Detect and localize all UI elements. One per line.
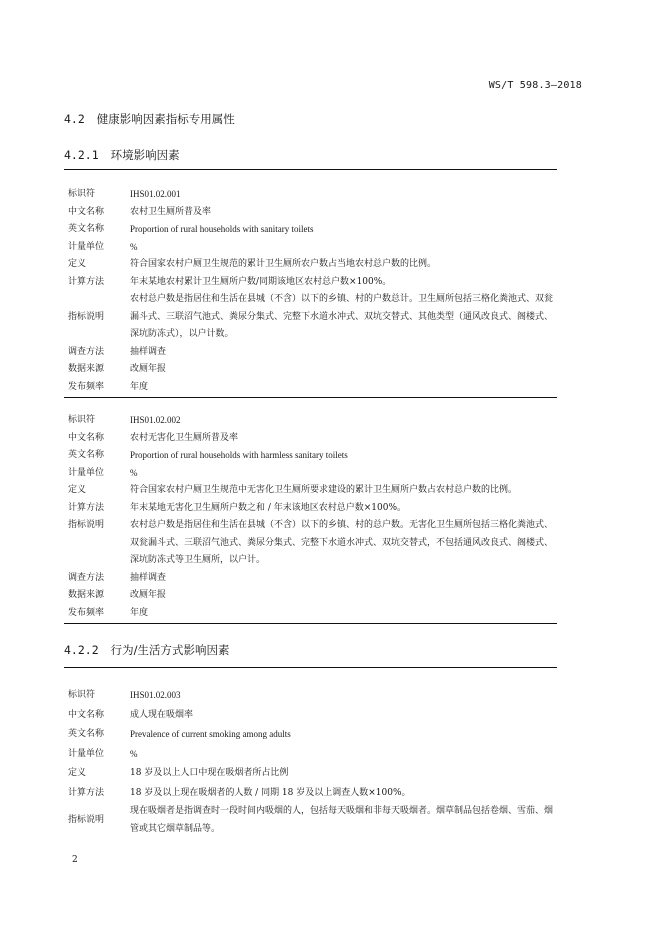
- section-heading-4-2-2: [64, 642, 230, 658]
- field-label: 中文名称: [68, 432, 105, 443]
- field-value: 年度: [130, 607, 149, 618]
- record-row-unit: [68, 239, 553, 257]
- field-label: 定义: [68, 485, 87, 495]
- field-value: Prevalence of current smoking among adults: [130, 729, 291, 739]
- section-title: 健康影响因素指标专用属性: [96, 112, 235, 126]
- record-row-unit: [68, 465, 553, 483]
- field-value: IHS01.02.001: [130, 189, 181, 199]
- field-value: 农村总户数是指居住和生活在县城（不含）以下的乡镇、村的户数总计。卫生厕所包括三格化粪池式、双瓮漏斗式、三联沼气池式、粪尿分集式、完整下水道水冲式、双坑交替式、其他类型（通风改良式、阁楼式、深坑防冻式），以户计数。: [130, 294, 554, 339]
- record-row-method: [68, 784, 553, 804]
- field-value: %: [130, 241, 138, 252]
- field-label: 定义: [68, 768, 87, 778]
- record-row-frequency: [68, 379, 553, 397]
- field-value: 现在吸烟者是指调查时一段时间内吸烟的人，包括每天吸烟和非每天吸烟者。烟草制品包括卷烟、雪茄、烟管或其它烟草制品等。: [130, 806, 554, 834]
- record-row-definition: [68, 256, 553, 274]
- section-number: 4.2: [64, 112, 85, 126]
- field-value: 18 岁及以上人口中现在吸烟者所占比例: [130, 768, 289, 778]
- field-label: 指标说明: [68, 311, 105, 322]
- field-label: 发布频率: [68, 607, 105, 618]
- field-label: 英文名称: [68, 729, 105, 739]
- field-label: 标识符: [68, 415, 96, 425]
- field-value: Proportion of rural households with sanitary toilets: [130, 224, 314, 234]
- record-row-survey: [68, 570, 553, 588]
- field-value: %: [130, 748, 138, 759]
- record-row-en-name: [68, 725, 553, 745]
- field-value: 成人现在吸烟率: [130, 709, 194, 720]
- field-value: IHS01.02.002: [130, 415, 181, 425]
- record-divider-rule: [64, 397, 557, 398]
- field-value: 农村卫生厕所普及率: [130, 206, 212, 217]
- field-label: 数据来源: [68, 590, 105, 600]
- field-value: 年末某地农村累计卫生厕所户数/同期该地区农村总户数×100%。: [130, 276, 392, 287]
- record-row-source: [68, 361, 553, 379]
- field-label: 计算方法: [68, 787, 105, 798]
- field-label: 数据来源: [68, 364, 105, 374]
- field-value: 符合国家农村户厕卫生规范的累计卫生厕所农户数占当地农村总户数的比例。: [130, 259, 437, 269]
- field-label: 计量单位: [68, 241, 105, 252]
- record-row-survey: [68, 344, 553, 362]
- standard-id: WS/T 598.3—2018: [488, 80, 582, 91]
- field-value: 改厕年报: [130, 364, 167, 374]
- field-label: 指标说明: [68, 814, 105, 825]
- field-label: 计量单位: [68, 748, 105, 759]
- record-row-notes: [68, 803, 553, 838]
- record-row-frequency: [68, 605, 553, 623]
- field-label: 调查方法: [68, 346, 105, 357]
- field-value: 抽样调查: [130, 346, 167, 357]
- record-row-en-name: [68, 447, 553, 465]
- record-row-definition: [68, 764, 553, 784]
- field-value: 18 岁及以上现在吸烟者的人数 / 同期 18 岁及以上调查人数×100%。: [130, 787, 411, 798]
- record-row-source: [68, 587, 553, 605]
- field-value: 改厕年报: [130, 590, 167, 600]
- record-row-method: [68, 274, 553, 292]
- field-label: 指标说明: [68, 520, 105, 530]
- field-label: 计量单位: [68, 467, 105, 478]
- record-row-notes: [68, 517, 553, 570]
- section-number: 4.2.1: [64, 148, 99, 162]
- field-label: 英文名称: [68, 224, 105, 234]
- field-label: 调查方法: [68, 572, 105, 583]
- field-label: 计算方法: [68, 502, 105, 513]
- field-value: 年度: [130, 381, 149, 392]
- record-row-method: [68, 500, 553, 518]
- table-top-rule: [64, 169, 557, 170]
- record-row-id: [68, 412, 553, 430]
- field-value: 符合国家农村户厕卫生规范中无害化卫生厕所要求建设的累计卫生厕所户数占农村总户数的比例。: [130, 485, 518, 495]
- page-number: 2: [72, 855, 78, 865]
- field-label: 标识符: [68, 690, 96, 700]
- field-value: %: [130, 467, 138, 478]
- table-bottom-rule: [64, 623, 557, 624]
- indicator-record-1: [68, 186, 553, 396]
- indicator-record-2: [68, 412, 553, 622]
- field-label: 中文名称: [68, 709, 105, 720]
- record-row-definition: [68, 482, 553, 500]
- field-value: Proportion of rural households with harmless sanitary toilets: [130, 450, 348, 460]
- record-row-en-name: [68, 221, 553, 239]
- field-value: 农村总户数是指居住和生活在县城（不含）以下的乡镇、村的总户数。无害化卫生厕所包括三格化粪池式、双瓮漏斗式、三联沼气池式、粪尿分集式、完整下水道水冲式、双坑交替式，不包括通风改良式、阁楼式、深坑防冻式等卫生厕所，以户计。: [130, 520, 554, 565]
- field-value: IHS01.02.003: [130, 690, 181, 700]
- section-number: 4.2.2: [64, 643, 99, 657]
- indicator-record-3: [68, 686, 553, 838]
- record-row-cn-name: [68, 706, 553, 726]
- record-row-id: [68, 686, 553, 706]
- field-label: 英文名称: [68, 450, 105, 460]
- field-label: 中文名称: [68, 206, 105, 217]
- record-row-id: [68, 186, 553, 204]
- field-value: 年末某地无害化卫生厕所户数之和 / 年末该地区农村总户数×100%。: [130, 502, 407, 513]
- field-label: 发布频率: [68, 381, 105, 392]
- record-row-cn-name: [68, 204, 553, 222]
- section-heading-4-2-1: [64, 147, 180, 163]
- field-value: 抽样调查: [130, 572, 167, 583]
- section-title: 行为/生活方式影响因素: [110, 643, 230, 657]
- record-row-unit: [68, 745, 553, 765]
- field-value: 农村无害化卫生厕所普及率: [130, 432, 239, 443]
- section-heading-4-2: [64, 111, 235, 127]
- table-top-rule: [64, 667, 557, 668]
- record-row-notes: [68, 291, 553, 344]
- section-title: 环境影响因素: [110, 148, 180, 162]
- field-label: 计算方法: [68, 276, 105, 287]
- field-label: 定义: [68, 259, 87, 269]
- record-row-cn-name: [68, 430, 553, 448]
- field-label: 标识符: [68, 189, 96, 199]
